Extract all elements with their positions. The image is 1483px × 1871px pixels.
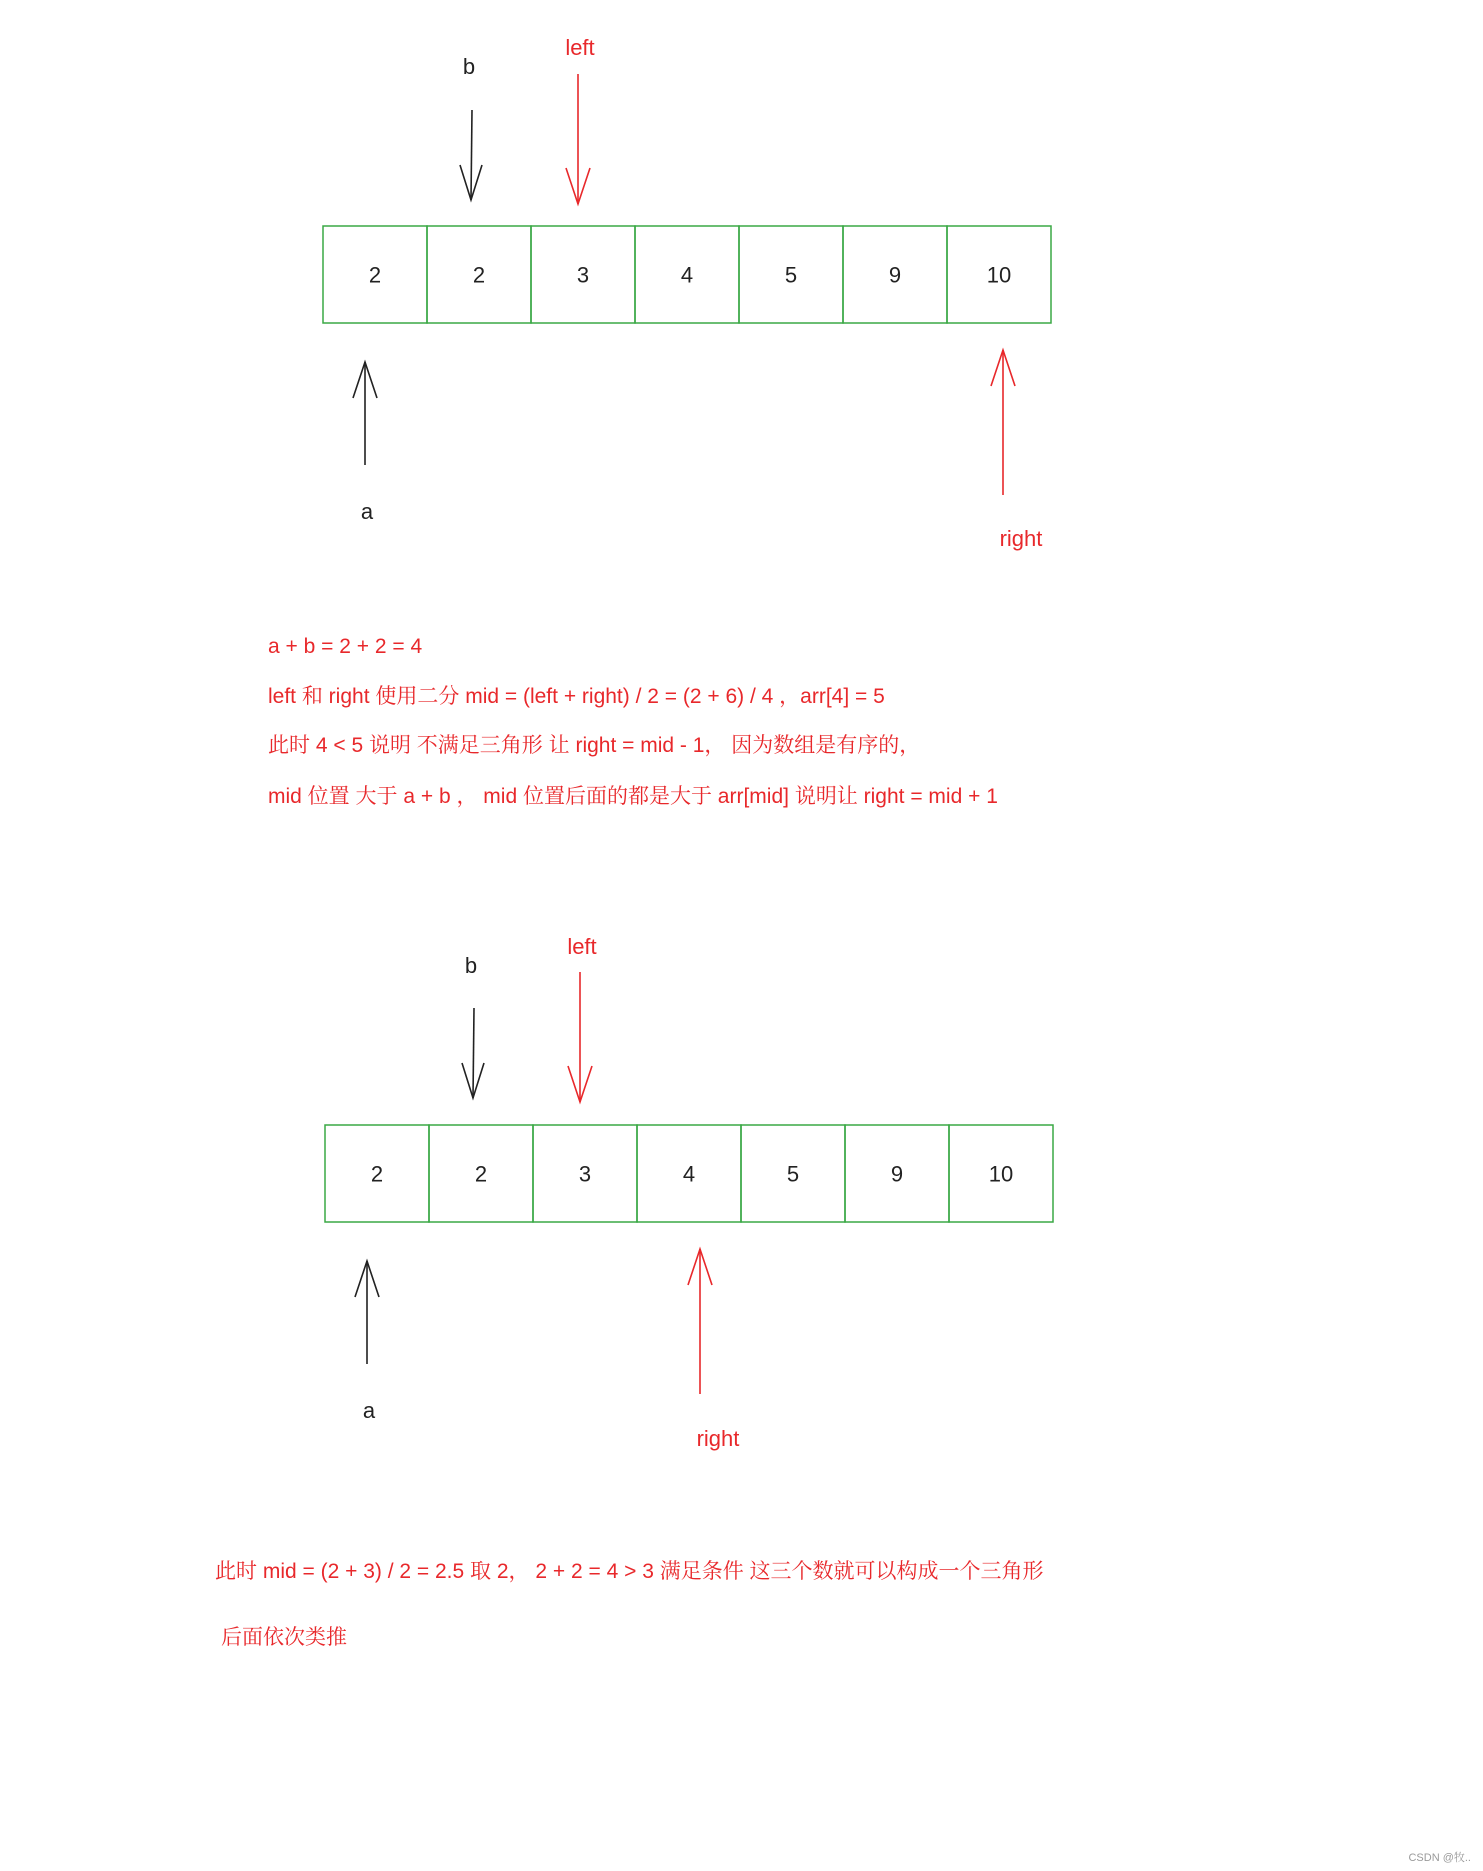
pointer-a-label: a <box>362 1398 376 1423</box>
array-cell <box>429 1125 533 1222</box>
pointer-left <box>567 934 596 1102</box>
pointer-a-label: a <box>360 499 374 524</box>
array-cell-value: 10 <box>986 262 1012 288</box>
note-line-4: mid 位置 大于 a + b ， mid 位置后面的都是大于 arr[mid] 说明让 right = mid + 1 <box>268 785 998 808</box>
array-cell-value: 9 <box>888 262 902 288</box>
note-line-2: left 和 right 使用二分 mid = (left + right) / 2 = (2 + 6) / 4 ，arr[4] = 5 <box>268 685 885 708</box>
array-cell-value: 4 <box>682 1161 696 1187</box>
pointer-a <box>353 362 377 524</box>
pointer-right <box>991 350 1042 551</box>
pointer-right-label: right <box>696 1426 740 1451</box>
array-cell <box>741 1125 845 1222</box>
array-cell-value: 2 <box>368 262 382 288</box>
array-cell <box>533 1125 637 1222</box>
array-cell <box>947 226 1051 323</box>
array-cell-value: 3 <box>578 1161 592 1187</box>
note-line-1: a + b = 2 + 2 = 4 <box>268 635 423 658</box>
pointer-b-label: b <box>464 953 478 978</box>
array-cell-value: 2 <box>474 1161 488 1187</box>
pointer-right <box>688 1249 739 1451</box>
pointer-right-label: right <box>999 526 1043 551</box>
array-cell-value: 4 <box>680 262 694 288</box>
pointer-b <box>462 953 484 1098</box>
watermark: CSDN @牧.. <box>1408 1852 1471 1864</box>
note-line-3: 此时 4 < 5 说明 不满足三角形 让 right = mid - 1， 因为数组是有序的， <box>268 734 921 757</box>
array-cell <box>635 226 739 323</box>
array-cell <box>323 226 427 323</box>
array-cell <box>637 1125 741 1222</box>
array-cell-value: 10 <box>988 1161 1014 1187</box>
pointer-b-arrow-shaft <box>473 1008 474 1098</box>
array-cell-value: 5 <box>786 1161 800 1187</box>
array-cell <box>739 226 843 323</box>
array-cell-value: 5 <box>784 262 798 288</box>
pointer-b-label: b <box>462 54 476 79</box>
pointer-b <box>460 54 482 200</box>
pointer-a <box>355 1261 379 1423</box>
array-cell-value: 9 <box>890 1161 904 1187</box>
array-cell <box>845 1125 949 1222</box>
note-line-6: 后面依次类推 <box>221 1626 347 1649</box>
note-line-5: 此时 mid = (2 + 3) / 2 = 2.5 取 2， 2 + 2 = 4 > 3 满足条件 这三个数就可以构成一个三角形 <box>215 1560 1044 1583</box>
array-cell <box>949 1125 1053 1222</box>
array-cell <box>427 226 531 323</box>
pointer-left-label: left <box>567 934 597 959</box>
array-diagram-1 <box>323 35 1051 551</box>
array-cell <box>325 1125 429 1222</box>
pointer-left <box>565 35 594 204</box>
pointer-b-arrow-shaft <box>471 110 472 200</box>
array-cell <box>531 226 635 323</box>
array-cell-value: 2 <box>472 262 486 288</box>
array-cell-value: 3 <box>576 262 590 288</box>
array-diagram-2 <box>325 934 1053 1451</box>
array-cell <box>843 226 947 323</box>
pointer-left-label: left <box>565 35 595 60</box>
array-cell-value: 2 <box>370 1161 384 1187</box>
